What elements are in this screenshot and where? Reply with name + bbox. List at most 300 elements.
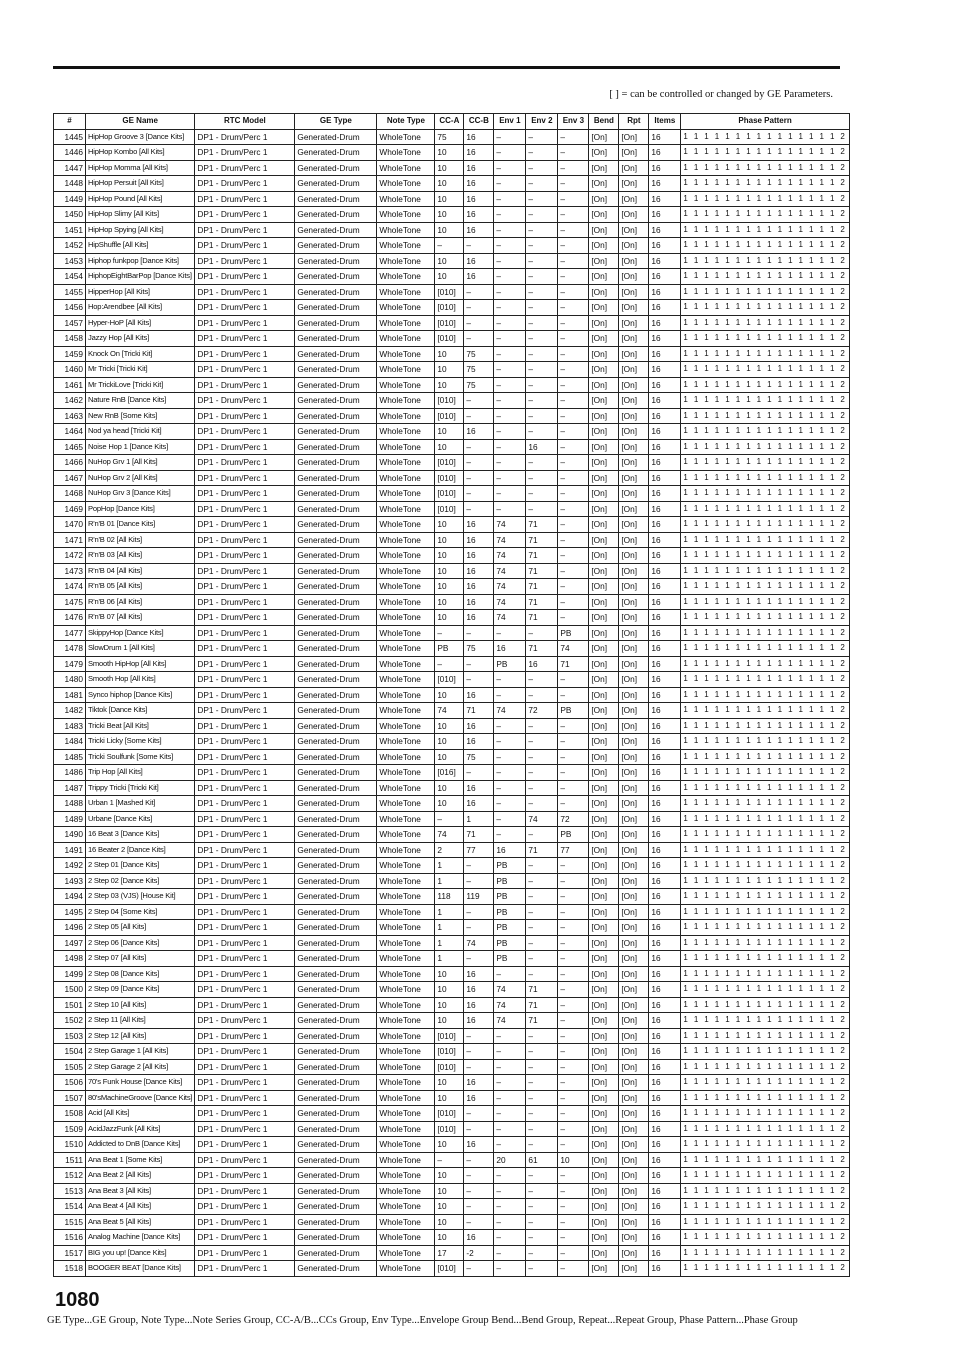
rtc-model-cell: DP1 - Drum/Perc 1	[195, 377, 295, 393]
cc-b-cell: 16	[464, 718, 494, 734]
env3-cell: –	[558, 749, 589, 765]
table-row	[54, 889, 850, 905]
table-row	[54, 1199, 850, 1215]
env2-cell: 71	[526, 563, 558, 579]
bend-cell: [On]	[589, 889, 619, 905]
row-number: 1475	[54, 594, 86, 610]
cc-b-cell: 16	[464, 176, 494, 192]
bend-cell: [On]	[589, 1214, 619, 1230]
env3-cell: PB	[558, 625, 589, 641]
env3-cell: –	[558, 486, 589, 502]
items-cell: 16	[649, 315, 681, 331]
env3-cell: –	[558, 904, 589, 920]
rtc-model-cell: DP1 - Drum/Perc 1	[195, 1137, 295, 1153]
ge-type-cell: Generated-Drum	[295, 207, 377, 223]
bend-cell: [On]	[589, 1199, 619, 1215]
bend-cell: [On]	[589, 191, 619, 207]
table-row	[54, 548, 850, 564]
rtc-model-cell: DP1 - Drum/Perc 1	[195, 889, 295, 905]
env2-cell: –	[526, 424, 558, 440]
rpt-cell: [On]	[619, 780, 649, 796]
rpt-cell: [On]	[619, 331, 649, 347]
rtc-model-cell: DP1 - Drum/Perc 1	[195, 517, 295, 533]
rtc-model-cell: DP1 - Drum/Perc 1	[195, 594, 295, 610]
phase-pattern-cell: 1 1 1 1 1 1 1 1 1 1 1 1 1 1 1 2	[681, 238, 849, 254]
phase-pattern-cell: 1 1 1 1 1 1 1 1 1 1 1 1 1 1 1 2	[681, 858, 849, 874]
phase-pattern-cell: 1 1 1 1 1 1 1 1 1 1 1 1 1 1 1 2	[681, 532, 849, 548]
table-row	[54, 377, 850, 393]
env2-cell: –	[526, 238, 558, 254]
cc-a-cell: 1	[435, 951, 464, 967]
cc-b-cell: –	[464, 470, 494, 486]
cc-b-cell: –	[464, 1028, 494, 1044]
env2-cell: –	[526, 904, 558, 920]
rtc-model-cell: DP1 - Drum/Perc 1	[195, 532, 295, 548]
bend-cell: [On]	[589, 331, 619, 347]
rpt-cell: [On]	[619, 1028, 649, 1044]
table-row	[54, 1152, 850, 1168]
rtc-model-cell: DP1 - Drum/Perc 1	[195, 796, 295, 812]
env1-cell: –	[494, 160, 526, 176]
table-row	[54, 253, 850, 269]
env1-cell: –	[494, 207, 526, 223]
cc-b-cell: 75	[464, 362, 494, 378]
env3-cell: –	[558, 176, 589, 192]
note-type-cell: WholeTone	[377, 331, 435, 347]
rtc-model-cell: DP1 - Drum/Perc 1	[195, 780, 295, 796]
rpt-cell: [On]	[619, 300, 649, 316]
note-type-cell: WholeTone	[377, 300, 435, 316]
ge-name-cell: 2 Step 06 [Dance Kits]	[86, 935, 195, 951]
ge-type-cell: Generated-Drum	[295, 1013, 377, 1029]
table-row	[54, 486, 850, 502]
note-type-cell: WholeTone	[377, 935, 435, 951]
note-type-cell: WholeTone	[377, 393, 435, 409]
row-number: 1488	[54, 796, 86, 812]
cc-b-cell: 16	[464, 191, 494, 207]
phase-pattern-cell: 1 1 1 1 1 1 1 1 1 1 1 1 1 1 1 2	[681, 796, 849, 812]
env3-cell: –	[558, 796, 589, 812]
items-cell: 16	[649, 1075, 681, 1091]
phase-pattern-cell: 1 1 1 1 1 1 1 1 1 1 1 1 1 1 1 2	[681, 610, 849, 626]
ge-type-cell: Generated-Drum	[295, 253, 377, 269]
ge-type-cell: Generated-Drum	[295, 362, 377, 378]
ge-type-cell: Generated-Drum	[295, 1121, 377, 1137]
env3-cell: –	[558, 269, 589, 285]
cc-b-cell: 16	[464, 1075, 494, 1091]
row-number: 1485	[54, 749, 86, 765]
items-cell: 16	[649, 207, 681, 223]
rtc-model-cell: DP1 - Drum/Perc 1	[195, 1230, 295, 1246]
env2-cell: –	[526, 873, 558, 889]
rpt-cell: [On]	[619, 377, 649, 393]
env2-cell: –	[526, 486, 558, 502]
rpt-cell: [On]	[619, 315, 649, 331]
row-number: 1510	[54, 1137, 86, 1153]
note-type-cell: WholeTone	[377, 362, 435, 378]
bend-cell: [On]	[589, 222, 619, 238]
table-row	[54, 1121, 850, 1137]
phase-pattern-cell: 1 1 1 1 1 1 1 1 1 1 1 1 1 1 1 2	[681, 982, 849, 998]
env1-cell: 74	[494, 1013, 526, 1029]
ge-name-cell: Urbane [Dance Kits]	[86, 811, 195, 827]
cc-b-cell: 16	[464, 982, 494, 998]
phase-pattern-cell: 1 1 1 1 1 1 1 1 1 1 1 1 1 1 1 2	[681, 1121, 849, 1137]
env1-cell: –	[494, 1044, 526, 1060]
cc-a-cell: 10	[435, 377, 464, 393]
env1-cell: 74	[494, 563, 526, 579]
rpt-cell: [On]	[619, 222, 649, 238]
env3-cell: –	[558, 207, 589, 223]
phase-pattern-cell: 1 1 1 1 1 1 1 1 1 1 1 1 1 1 1 2	[681, 672, 849, 688]
row-number: 1507	[54, 1090, 86, 1106]
phase-pattern-cell: 1 1 1 1 1 1 1 1 1 1 1 1 1 1 1 2	[681, 641, 849, 657]
env1-cell: 74	[494, 532, 526, 548]
ge-type-cell: Generated-Drum	[295, 1137, 377, 1153]
env2-cell: –	[526, 749, 558, 765]
table-row	[54, 1090, 850, 1106]
ge-name-cell: 16 Beat 3 [Dance Kits]	[86, 827, 195, 843]
cc-a-cell: –	[435, 625, 464, 641]
row-number: 1514	[54, 1199, 86, 1215]
table-row	[54, 641, 850, 657]
env1-cell: –	[494, 315, 526, 331]
env2-cell: –	[526, 1090, 558, 1106]
bend-cell: [On]	[589, 176, 619, 192]
rpt-cell: [On]	[619, 517, 649, 533]
row-number: 1506	[54, 1075, 86, 1091]
rpt-cell: [On]	[619, 439, 649, 455]
items-cell: 16	[649, 238, 681, 254]
footer-legend: GE Type...GE Group, Note Type...Note Series Group, CC-A/B...CCs Group, Env Type...Envelope Group Bend...Bend Group, Repeat...Repeat Group, Phase Pattern...Phase Group	[47, 1315, 798, 1326]
col-header: Note Type	[377, 114, 435, 130]
ge-type-cell: Generated-Drum	[295, 377, 377, 393]
table-row	[54, 873, 850, 889]
table-row	[54, 331, 850, 347]
bend-cell: [On]	[589, 269, 619, 285]
ge-name-cell: PopHop [Dance Kits]	[86, 501, 195, 517]
env1-cell: –	[494, 1261, 526, 1277]
rpt-cell: [On]	[619, 207, 649, 223]
bend-cell: [On]	[589, 424, 619, 440]
items-cell: 16	[649, 1044, 681, 1060]
items-cell: 16	[649, 393, 681, 409]
env2-cell: –	[526, 1075, 558, 1091]
ge-type-cell: Generated-Drum	[295, 1183, 377, 1199]
rpt-cell: [On]	[619, 641, 649, 657]
items-cell: 16	[649, 765, 681, 781]
items-cell: 16	[649, 253, 681, 269]
items-cell: 16	[649, 1013, 681, 1029]
items-cell: 16	[649, 191, 681, 207]
note-type-cell: WholeTone	[377, 1044, 435, 1060]
rpt-cell: [On]	[619, 532, 649, 548]
env3-cell: –	[558, 982, 589, 998]
ge-name-cell: Ana Beat 5 [All Kits]	[86, 1214, 195, 1230]
env2-cell: –	[526, 1028, 558, 1044]
cc-a-cell: 17	[435, 1245, 464, 1261]
cc-a-cell: 74	[435, 703, 464, 719]
cc-a-cell: 10	[435, 780, 464, 796]
items-cell: 16	[649, 734, 681, 750]
cc-b-cell: –	[464, 765, 494, 781]
table-row	[54, 997, 850, 1013]
table-row	[54, 734, 850, 750]
items-cell: 16	[649, 1090, 681, 1106]
env2-cell: 71	[526, 610, 558, 626]
ge-type-cell: Generated-Drum	[295, 176, 377, 192]
cc-b-cell: –	[464, 455, 494, 471]
rtc-model-cell: DP1 - Drum/Perc 1	[195, 1013, 295, 1029]
cc-b-cell: 16	[464, 222, 494, 238]
row-number: 1457	[54, 315, 86, 331]
env2-cell: 16	[526, 439, 558, 455]
bend-cell: [On]	[589, 718, 619, 734]
rtc-model-cell: DP1 - Drum/Perc 1	[195, 687, 295, 703]
rtc-model-cell: DP1 - Drum/Perc 1	[195, 842, 295, 858]
env1-cell: PB	[494, 935, 526, 951]
rtc-model-cell: DP1 - Drum/Perc 1	[195, 1199, 295, 1215]
rpt-cell: [On]	[619, 842, 649, 858]
rpt-cell: [On]	[619, 1075, 649, 1091]
table-row	[54, 191, 850, 207]
table-row	[54, 765, 850, 781]
cc-a-cell: [010]	[435, 393, 464, 409]
env1-cell: –	[494, 1059, 526, 1075]
env3-cell: –	[558, 470, 589, 486]
ge-type-cell: Generated-Drum	[295, 610, 377, 626]
cc-b-cell: 16	[464, 796, 494, 812]
row-number: 1495	[54, 904, 86, 920]
phase-pattern-cell: 1 1 1 1 1 1 1 1 1 1 1 1 1 1 1 2	[681, 284, 849, 300]
row-number: 1483	[54, 718, 86, 734]
rpt-cell: [On]	[619, 1261, 649, 1277]
row-number: 1459	[54, 346, 86, 362]
rpt-cell: [On]	[619, 393, 649, 409]
cc-a-cell: 10	[435, 1230, 464, 1246]
cc-a-cell: [010]	[435, 315, 464, 331]
ge-type-cell: Generated-Drum	[295, 889, 377, 905]
bend-cell: [On]	[589, 641, 619, 657]
env1-cell: –	[494, 145, 526, 161]
items-cell: 16	[649, 1245, 681, 1261]
ge-type-cell: Generated-Drum	[295, 408, 377, 424]
rtc-model-cell: DP1 - Drum/Perc 1	[195, 176, 295, 192]
row-number: 1484	[54, 734, 86, 750]
cc-b-cell: –	[464, 1199, 494, 1215]
env2-cell: –	[526, 1168, 558, 1184]
rtc-model-cell: DP1 - Drum/Perc 1	[195, 951, 295, 967]
env2-cell: –	[526, 455, 558, 471]
note-type-cell: WholeTone	[377, 176, 435, 192]
table-row	[54, 315, 850, 331]
table-row	[54, 827, 850, 843]
cc-b-cell: 71	[464, 703, 494, 719]
row-number: 1462	[54, 393, 86, 409]
note-type-cell: WholeTone	[377, 858, 435, 874]
page-number: 1080	[55, 1289, 100, 1311]
items-cell: 16	[649, 811, 681, 827]
phase-pattern-cell: 1 1 1 1 1 1 1 1 1 1 1 1 1 1 1 2	[681, 253, 849, 269]
col-header: Env 3	[558, 114, 589, 130]
ge-name-cell: Trip Hop [All Kits]	[86, 765, 195, 781]
table-row	[54, 610, 850, 626]
bend-cell: [On]	[589, 1168, 619, 1184]
bend-cell: [On]	[589, 966, 619, 982]
table-row	[54, 362, 850, 378]
env3-cell: –	[558, 1075, 589, 1091]
items-cell: 16	[649, 997, 681, 1013]
items-cell: 16	[649, 517, 681, 533]
ge-type-cell: Generated-Drum	[295, 284, 377, 300]
row-number: 1493	[54, 873, 86, 889]
cc-a-cell: –	[435, 656, 464, 672]
ge-name-cell: NuHop Grv 3 [Dance Kits]	[86, 486, 195, 502]
ge-type-cell: Generated-Drum	[295, 842, 377, 858]
env1-cell: –	[494, 470, 526, 486]
note-type-cell: WholeTone	[377, 625, 435, 641]
rpt-cell: [On]	[619, 362, 649, 378]
table-row	[54, 145, 850, 161]
table-row	[54, 1245, 850, 1261]
ge-type-cell: Generated-Drum	[295, 1152, 377, 1168]
cc-b-cell: 16	[464, 1230, 494, 1246]
row-number: 1492	[54, 858, 86, 874]
cc-a-cell: 1	[435, 873, 464, 889]
col-header: Phase Pattern	[681, 114, 849, 130]
cc-b-cell: 74	[464, 935, 494, 951]
env1-cell: PB	[494, 904, 526, 920]
phase-pattern-cell: 1 1 1 1 1 1 1 1 1 1 1 1 1 1 1 2	[681, 455, 849, 471]
table-row	[54, 703, 850, 719]
phase-pattern-cell: 1 1 1 1 1 1 1 1 1 1 1 1 1 1 1 2	[681, 827, 849, 843]
ge-type-cell: Generated-Drum	[295, 687, 377, 703]
env1-cell: –	[494, 439, 526, 455]
env3-cell: –	[558, 548, 589, 564]
bend-cell: [On]	[589, 160, 619, 176]
note-type-cell: WholeTone	[377, 408, 435, 424]
env1-cell: PB	[494, 656, 526, 672]
table-row	[54, 470, 850, 486]
bend-cell: [On]	[589, 672, 619, 688]
ge-type-cell: Generated-Drum	[295, 160, 377, 176]
table-row	[54, 982, 850, 998]
ge-name-cell: 2 Step 08 [Dance Kits]	[86, 966, 195, 982]
cc-b-cell: 16	[464, 269, 494, 285]
rpt-cell: [On]	[619, 1199, 649, 1215]
table-row	[54, 749, 850, 765]
cc-b-cell: 16	[464, 548, 494, 564]
note-type-cell: WholeTone	[377, 610, 435, 626]
note-type-cell: WholeTone	[377, 517, 435, 533]
table-row	[54, 1106, 850, 1122]
cc-b-cell: 71	[464, 827, 494, 843]
cc-a-cell: [010]	[435, 470, 464, 486]
items-cell: 16	[649, 951, 681, 967]
env3-cell: –	[558, 873, 589, 889]
bend-cell: [On]	[589, 780, 619, 796]
row-number: 1447	[54, 160, 86, 176]
cc-b-cell: –	[464, 951, 494, 967]
ge-name-cell: Tricki Soulfunk [Some Kits]	[86, 749, 195, 765]
ge-type-cell: Generated-Drum	[295, 1214, 377, 1230]
ge-type-cell: Generated-Drum	[295, 749, 377, 765]
items-cell: 16	[649, 1199, 681, 1215]
env1-cell: –	[494, 331, 526, 347]
bend-cell: [On]	[589, 1183, 619, 1199]
env1-cell: –	[494, 377, 526, 393]
cc-a-cell: 10	[435, 176, 464, 192]
phase-pattern-cell: 1 1 1 1 1 1 1 1 1 1 1 1 1 1 1 2	[681, 1214, 849, 1230]
ge-name-cell: Nature RnB [Dance Kits]	[86, 393, 195, 409]
phase-pattern-cell: 1 1 1 1 1 1 1 1 1 1 1 1 1 1 1 2	[681, 1044, 849, 1060]
env1-cell: –	[494, 408, 526, 424]
env1-cell: –	[494, 1183, 526, 1199]
env3-cell: –	[558, 610, 589, 626]
table-row	[54, 176, 850, 192]
env3-cell: 10	[558, 1152, 589, 1168]
ge-name-cell: SlowDrum 1 [All Kits]	[86, 641, 195, 657]
env2-cell: –	[526, 315, 558, 331]
phase-pattern-cell: 1 1 1 1 1 1 1 1 1 1 1 1 1 1 1 2	[681, 594, 849, 610]
items-cell: 16	[649, 1121, 681, 1137]
rtc-model-cell: DP1 - Drum/Perc 1	[195, 501, 295, 517]
cc-a-cell: 10	[435, 1168, 464, 1184]
items-cell: 16	[649, 749, 681, 765]
env1-cell: –	[494, 129, 526, 145]
row-number: 1505	[54, 1059, 86, 1075]
items-cell: 16	[649, 641, 681, 657]
bend-cell: [On]	[589, 548, 619, 564]
env1-cell: 74	[494, 594, 526, 610]
items-cell: 16	[649, 780, 681, 796]
bend-cell: [On]	[589, 1245, 619, 1261]
table-row	[54, 439, 850, 455]
env3-cell: –	[558, 1183, 589, 1199]
rpt-cell: [On]	[619, 1245, 649, 1261]
bend-cell: [On]	[589, 858, 619, 874]
ge-type-cell: Generated-Drum	[295, 1075, 377, 1091]
bend-cell: [On]	[589, 470, 619, 486]
table-row	[54, 687, 850, 703]
cc-b-cell: 16	[464, 145, 494, 161]
bend-cell: [On]	[589, 935, 619, 951]
phase-pattern-cell: 1 1 1 1 1 1 1 1 1 1 1 1 1 1 1 2	[681, 176, 849, 192]
ge-name-cell: 16 Beater 2 [Dance Kits]	[86, 842, 195, 858]
rpt-cell: [On]	[619, 749, 649, 765]
env3-cell: –	[558, 718, 589, 734]
env3-cell: –	[558, 889, 589, 905]
note-type-cell: WholeTone	[377, 563, 435, 579]
bend-cell: [On]	[589, 346, 619, 362]
table-body	[54, 129, 850, 1276]
env1-cell: –	[494, 780, 526, 796]
note-type-cell: WholeTone	[377, 889, 435, 905]
phase-pattern-cell: 1 1 1 1 1 1 1 1 1 1 1 1 1 1 1 2	[681, 904, 849, 920]
phase-pattern-cell: 1 1 1 1 1 1 1 1 1 1 1 1 1 1 1 2	[681, 160, 849, 176]
phase-pattern-cell: 1 1 1 1 1 1 1 1 1 1 1 1 1 1 1 2	[681, 129, 849, 145]
bend-cell: [On]	[589, 1106, 619, 1122]
rtc-model-cell: DP1 - Drum/Perc 1	[195, 129, 295, 145]
row-number: 1464	[54, 424, 86, 440]
cc-b-cell: 16	[464, 1013, 494, 1029]
phase-pattern-cell: 1 1 1 1 1 1 1 1 1 1 1 1 1 1 1 2	[681, 997, 849, 1013]
ge-name-cell: Ana Beat 4 [All Kits]	[86, 1199, 195, 1215]
rtc-model-cell: DP1 - Drum/Perc 1	[195, 563, 295, 579]
rpt-cell: [On]	[619, 703, 649, 719]
note-type-cell: WholeTone	[377, 811, 435, 827]
env1-cell: –	[494, 346, 526, 362]
